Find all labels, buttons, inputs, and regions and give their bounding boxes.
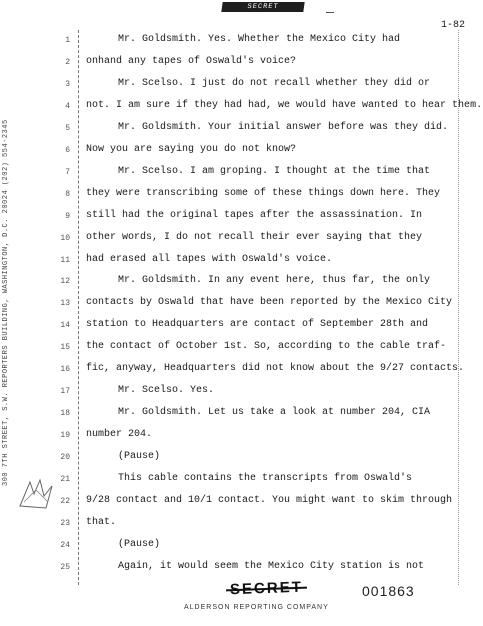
transcript-line: Again, it would seem the Mexico City station is not xyxy=(118,560,425,572)
line-number: 6 xyxy=(65,145,70,155)
transcript-line: 9/28 contact and 10/1 contact. You might want to skim through xyxy=(86,494,453,506)
transcript-line: Mr. Scelso. I just do not recall whether they did or xyxy=(118,77,431,89)
line-number: 14 xyxy=(60,321,70,331)
transcript-line: other words, I do not recall their ever saying that they xyxy=(86,231,423,243)
line-number: 22 xyxy=(60,496,70,506)
page-number: 1-82 xyxy=(440,20,465,31)
header-stamp: SECRET xyxy=(221,2,304,12)
line-number: 11 xyxy=(60,255,70,265)
transcript-line: not. I am sure if they had had, we would have wanted to hear them. xyxy=(86,99,483,111)
line-number: 8 xyxy=(65,189,70,199)
transcript-line: Mr. Goldsmith. Yes. Whether the Mexico City had xyxy=(118,34,401,45)
line-number: 19 xyxy=(60,431,70,441)
transcript-line: (Pause) xyxy=(118,451,161,463)
transcript-line: number 204. xyxy=(86,429,153,441)
line-number: 15 xyxy=(60,343,70,353)
transcript-line: contacts by Oswald that have been reported by the Mexico City xyxy=(86,297,453,309)
transcript-line: that. xyxy=(86,516,117,528)
line-number: 3 xyxy=(65,79,70,89)
seal-mark xyxy=(16,478,56,510)
line-number: 12 xyxy=(60,277,70,287)
line-number: 25 xyxy=(60,562,70,572)
transcript-line: fic, anyway, Headquarters did not know about the 9/27 contacts. xyxy=(86,363,465,375)
line-number: 23 xyxy=(60,518,70,528)
line-number: 21 xyxy=(60,475,70,484)
line-number: 7 xyxy=(65,167,70,177)
transcript-line: still had the original tapes after the assassination. In xyxy=(86,209,423,221)
margin-rule xyxy=(78,30,79,585)
transcript-line: This cable contains the transcripts from Oswald's xyxy=(118,473,413,484)
transcript-line: the contact of October 1st. So, according to the cable traf- xyxy=(86,341,447,353)
transcript-line: they were transcribing some of these things down here. They xyxy=(86,187,441,199)
footer-company: ALDERSON REPORTING COMPANY xyxy=(184,604,329,611)
line-number: 1 xyxy=(65,36,70,45)
header-mark xyxy=(326,12,334,13)
line-number: 16 xyxy=(60,365,70,375)
line-number: 10 xyxy=(60,233,70,243)
line-number: 13 xyxy=(60,299,70,309)
transcript-line: Mr. Scelso. Yes. xyxy=(118,385,215,397)
transcript-line: Mr. Goldsmith. Let us take a look at number 204, CIA xyxy=(118,407,431,419)
transcript-line: Mr. Goldsmith. In any event here, thus far, the only xyxy=(118,275,431,287)
line-number: 2 xyxy=(65,57,70,67)
transcript-line: station to Headquarters are contact of September 28th and xyxy=(86,319,429,331)
line-number: 5 xyxy=(65,123,70,133)
transcript-line: Mr. Goldsmith. Your initial answer before was they did. xyxy=(118,121,449,133)
line-number: 18 xyxy=(60,409,70,419)
line-number: 17 xyxy=(60,387,70,397)
transcript-line: Now you are saying you do not know? xyxy=(86,143,297,155)
transcript-line: (Pause) xyxy=(118,538,161,550)
line-number: 9 xyxy=(65,211,70,221)
line-number: 20 xyxy=(60,453,70,463)
transcript-line: Mr. Scelso. I am groping. I thought at the time that xyxy=(118,165,431,177)
transcript-line: had erased all tapes with Oswald's voice. xyxy=(86,253,333,265)
side-address: 300 7TH STREET, S.W. REPORTERS BUILDING, WASHINGTON, D.C. 20024 (202) 554-2345 xyxy=(2,119,10,487)
line-number: 4 xyxy=(65,101,70,111)
transcript-line: onhand any tapes of Oswald's voice? xyxy=(86,55,297,67)
secret-stamp: SECRET xyxy=(229,578,304,599)
line-number: 24 xyxy=(60,540,70,550)
document-number: 001863 xyxy=(362,583,415,599)
